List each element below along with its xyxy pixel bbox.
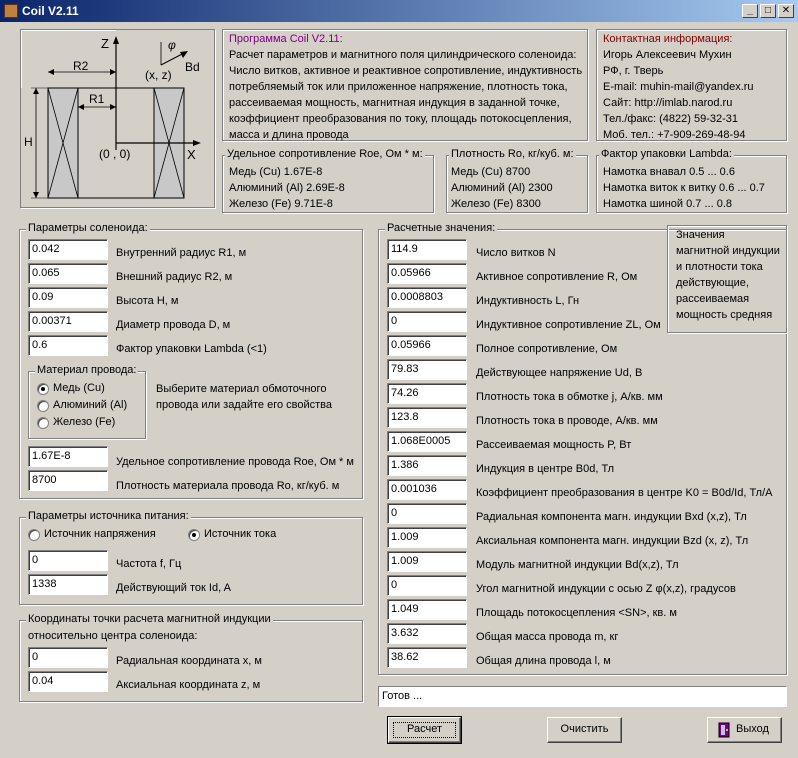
results-group: [378, 222, 787, 675]
density-input[interactable]: 8700: [28, 470, 108, 491]
program-line: Расчет параметров и магнитного поля цилиндрического соленоида:: [229, 49, 577, 61]
result-flux-area-label: Площадь потокосцепления <SN>, кв. м: [476, 607, 677, 619]
x-axis-label: X: [187, 147, 196, 162]
source-params-title: Параметры источника питания:: [28, 510, 189, 522]
result-resistance[interactable]: 0.05966: [387, 263, 467, 284]
window-title: Coil V2.11: [22, 4, 79, 18]
result-radial-induction[interactable]: 0: [387, 503, 467, 524]
result-inductance-label: Индуктивность L, Гн: [476, 295, 580, 307]
result-turns-label: Число витков N: [476, 247, 556, 259]
height-input[interactable]: 0.09: [28, 287, 108, 308]
frequency-label: Частота f, Гц: [116, 558, 182, 570]
result-induction-angle-label: Угол магнитной индукции с осью Z φ(x,z), градусов: [476, 583, 736, 595]
diagram-drawing: [21, 30, 214, 207]
app-icon: [4, 4, 18, 18]
wire-diameter-input[interactable]: 0.00371: [28, 311, 108, 332]
focus-rectangle: [393, 722, 456, 738]
program-line: рассеиваемая мощность, магнитная индукция в заданной точке,: [229, 97, 560, 109]
contacts-title: Контактная информация:: [603, 33, 733, 45]
current-label: Действующий ток Id, A: [116, 582, 231, 594]
material-iron-label[interactable]: Железо (Fe): [53, 416, 116, 428]
program-line: потребляемый ток или приложенное напряжение, плотность тока,: [229, 81, 568, 93]
height-label: Высота H, м: [116, 295, 179, 307]
density-line: Алюминий (Al) 2300: [451, 182, 553, 194]
result-induction-modulus[interactable]: 1.009: [387, 551, 467, 572]
clear-button[interactable]: [547, 717, 622, 743]
program-line: коэффициент преобразования по току, площадь потокосцепления,: [229, 113, 572, 125]
program-line: масса и длина провода: [229, 129, 349, 141]
note-line: рассеиваемая: [676, 293, 750, 305]
maximize-button[interactable]: □: [760, 4, 776, 18]
phi-label: φ: [168, 38, 176, 52]
frequency-input[interactable]: 0: [28, 550, 108, 571]
result-induction-angle[interactable]: 0: [387, 575, 467, 596]
resistivity-title: Удельное сопротивление Roe, Ом * м:: [227, 148, 423, 160]
material-hint: провода или задайте его свойства: [156, 399, 332, 411]
density-label: Плотность материала провода Ro, кг/куб. м: [116, 480, 340, 492]
material-aluminum-radio[interactable]: [37, 400, 49, 412]
result-impedance-label: Полное сопротивление, Ом: [476, 343, 618, 355]
x-coordinate-input[interactable]: 0: [28, 647, 108, 668]
result-reactance-label: Индуктивное сопротивление ZL, Ом: [476, 319, 661, 331]
resistivity-line: Алюминий (Al) 2.69E-8: [229, 182, 345, 194]
exit-door-icon: [718, 722, 730, 738]
current-source-radio[interactable]: [188, 529, 200, 541]
lambda-title: Фактор упаковки Lambda:: [601, 148, 732, 160]
lambda-input[interactable]: 0.6: [28, 335, 108, 356]
contact-line: Тел./факс: (4822) 59-32-31: [603, 113, 738, 125]
result-wire-mass-label: Общая масса провода m, кг: [476, 631, 619, 643]
h-label: H: [24, 135, 33, 149]
result-voltage-label: Действующее напряжение Ud, В: [476, 367, 643, 379]
solenoid-diagram: [20, 29, 215, 208]
r2-label: R2: [73, 59, 89, 73]
coords-title-line2: относительно центра соленоида:: [28, 630, 198, 642]
program-line: Число витков, активное и реактивное сопротивление, индуктивность: [229, 65, 583, 77]
contact-line: РФ, г. Тверь: [603, 65, 664, 77]
program-info: [222, 29, 588, 141]
lambda-label: Фактор упаковки Lambda (<1): [116, 343, 267, 355]
result-wire-length[interactable]: 38.62: [387, 647, 467, 668]
note-line: магнитной индукции: [676, 245, 780, 257]
r2-label: Внешний радиус R2, м: [116, 271, 233, 283]
r2-input[interactable]: 0.065: [28, 263, 108, 284]
result-impedance[interactable]: 0.05966: [387, 335, 467, 356]
material-aluminum-label[interactable]: Алюминий (Al): [53, 399, 128, 411]
result-conversion-coefficient-label: Коэффициент преобразования в центре K0 = B0d/Id, Тл/А: [476, 487, 773, 499]
origin-label: (0 , 0): [99, 147, 131, 161]
material-group: [28, 364, 146, 439]
result-turns[interactable]: 114.9: [387, 239, 467, 260]
result-wire-length-label: Общая длина провода l, м: [476, 655, 611, 667]
density-line: Железо (Fe) 8300: [451, 198, 541, 210]
r1-input[interactable]: 0.042: [28, 239, 108, 260]
coords-title: Координаты точки расчета магнитной индукции: [28, 613, 271, 625]
x-coordinate-label: Радиальная координата x, м: [116, 655, 262, 667]
lambda-reference: [596, 148, 787, 213]
result-reactance[interactable]: 0: [387, 311, 467, 332]
resistivity-reference: [222, 148, 434, 213]
results-title: Расчетные значения:: [387, 222, 496, 234]
calculate-button-label: Расчет: [407, 723, 442, 735]
contact-line: E-mail: muhin-mail@yandex.ru: [603, 81, 754, 93]
lambda-line: Намотка внавал 0.5 ... 0.6: [603, 166, 735, 178]
result-wire-current-density[interactable]: 123.8: [387, 407, 467, 428]
close-button[interactable]: ✕: [778, 4, 794, 18]
result-power-label: Рассеиваемая мощность P, Вт: [476, 439, 632, 451]
result-conversion-coefficient[interactable]: 0.001036: [387, 479, 467, 500]
note-line: мощность средняя: [676, 309, 773, 321]
note-line: и плотности тока: [676, 261, 763, 273]
density-title: Плотность Ro, кг/куб. м:: [451, 148, 574, 160]
point-label: (x, z): [145, 68, 172, 82]
material-title: Материал провода:: [37, 364, 137, 376]
result-power[interactable]: 1.068E0005: [387, 431, 467, 452]
r1-label: R1: [89, 92, 105, 106]
resistivity-line: Медь (Cu) 1.67E-8: [229, 166, 323, 178]
exit-button[interactable]: [707, 717, 782, 743]
voltage-source-radio[interactable]: [28, 529, 40, 541]
result-center-induction[interactable]: 1.386: [387, 455, 467, 476]
lambda-line: Намотка шиной 0.7 ... 0.8: [603, 198, 732, 210]
lambda-line: Намотка виток к витку 0.6 ... 0.7: [603, 182, 765, 194]
calculate-button[interactable]: [388, 717, 461, 743]
material-iron-radio[interactable]: [37, 417, 49, 429]
solenoid-params-group: [19, 222, 363, 499]
title-bar: [0, 0, 798, 22]
program-title: Программа Coil V2.11:: [229, 33, 343, 45]
solenoid-params-title: Параметры соленоида:: [28, 222, 148, 234]
result-center-induction-label: Индукция в центре B0d, Тл: [476, 463, 615, 475]
wire-diameter-label: Диаметр провода D, м: [116, 319, 231, 331]
clear-button-label: Очистить: [560, 723, 609, 735]
material-copper-label[interactable]: Медь (Cu): [53, 382, 105, 394]
result-flux-area[interactable]: 1.049: [387, 599, 467, 620]
resistivity-line: Железо (Fe) 9.71E-8: [229, 198, 333, 210]
note-line: действующие,: [676, 277, 749, 289]
current-source-label[interactable]: Источник тока: [204, 528, 277, 540]
minimize-button[interactable]: _: [742, 4, 758, 18]
result-wire-mass[interactable]: 3.632: [387, 623, 467, 644]
result-induction-modulus-label: Модуль магнитной индукции Bd(x,z), Тл: [476, 559, 679, 571]
result-axial-induction-label: Аксиальная компонента магн. индукции Bzd (x, z), Тл: [476, 535, 749, 547]
resistivity-input[interactable]: 1.67E-8: [28, 446, 108, 467]
contact-line: Игорь Алексеевич Мухин: [603, 49, 732, 61]
z-axis-label: Z: [101, 36, 109, 51]
voltage-source-label[interactable]: Источник напряжения: [44, 528, 156, 540]
result-voltage[interactable]: 79.83: [387, 359, 467, 380]
result-resistance-label: Активное сопротивление R, Ом: [476, 271, 638, 283]
result-inductance[interactable]: 0.0008803: [387, 287, 467, 308]
material-copper-radio[interactable]: [37, 383, 49, 395]
resistivity-label: Удельное сопротивление провода Roe, Ом * м: [116, 456, 354, 468]
bd-label: Bd: [185, 60, 200, 74]
coords-group: [19, 613, 363, 702]
result-winding-current-density[interactable]: 74.26: [387, 383, 467, 404]
density-line: Медь (Cu) 8700: [451, 166, 531, 178]
contact-line: Моб. тел.: +7-909-269-48-94: [603, 129, 746, 141]
results-note: [667, 225, 787, 333]
z-coordinate-input[interactable]: 0.04: [28, 671, 108, 692]
source-params-group: [19, 510, 363, 605]
current-input[interactable]: 1338: [28, 574, 108, 595]
result-radial-induction-label: Радиальная компонента магн. индукции Bxd (x,z), Тл: [476, 511, 747, 523]
result-winding-current-density-label: Плотность тока в обмотке j, А/кв. мм: [476, 391, 663, 403]
contact-line: Сайт: http://imlab.narod.ru: [603, 97, 733, 109]
note-line: Значения: [676, 229, 725, 241]
status-bar: Готов ...: [378, 686, 787, 707]
z-coordinate-label: Аксиальная координата z, м: [116, 679, 261, 691]
contact-info: [596, 29, 787, 141]
material-hint: Выберите материал обмоточного: [156, 383, 327, 395]
result-axial-induction[interactable]: 1.009: [387, 527, 467, 548]
result-wire-current-density-label: Плотность тока в проводе, А/кв. мм: [476, 415, 658, 427]
r1-label: Внутренний радиус R1, м: [116, 247, 247, 259]
density-reference: [446, 148, 588, 213]
exit-button-label: Выход: [736, 723, 769, 735]
